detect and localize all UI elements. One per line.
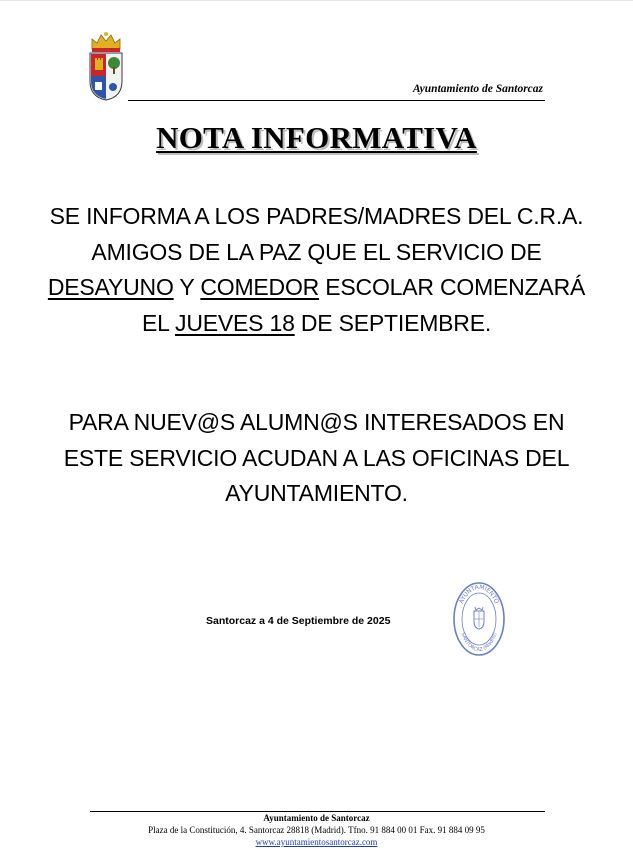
para1-text-3: ESCOLAR COMENZARÁ EL xyxy=(141,274,586,336)
highlight-date: JUEVES 18 xyxy=(175,309,295,336)
header-organization: Ayuntamiento de Santorcaz xyxy=(412,83,543,95)
title-text: NOTA INFORMATIVA xyxy=(156,120,477,155)
footer-organization: Ayuntamiento de Santorcaz xyxy=(263,813,370,823)
notice-paragraph-2: PARA NUEV@S ALUMN@S INTERESADOS EN ESTE SERVICIO ACUDAN A LAS OFICINAS DEL AYUNTAMIENTO. xyxy=(63,409,570,506)
footer xyxy=(0,812,633,848)
coat-of-arms-logo xyxy=(86,29,126,101)
para1-text-1: SE INFORMA A LOS PADRES/MADRES DEL C.R.A. AMIGOS DE LA PAZ QUE EL SERVICIO DE xyxy=(49,203,584,265)
notice-paragraph-1 xyxy=(40,199,593,341)
stamp-text-bottom: SANTORCAZ (Madrid) xyxy=(459,631,499,654)
official-stamp xyxy=(452,581,506,657)
footer-address: Plaza de la Constitución, 4. Santorcaz 28818 (Madrid). Tfno. 91 884 00 01 Fax. 91 884 09 95 xyxy=(148,825,485,835)
highlight-comedor: COMEDOR xyxy=(200,274,320,300)
footer-website-link[interactable]: www.ayuntamientosantorcaz.com xyxy=(255,837,378,847)
svg-text:AYUNTAMIENTO xyxy=(458,584,500,605)
highlight-desayuno: DESAYUNO xyxy=(47,274,174,300)
document-title xyxy=(0,120,633,156)
para1-text-2: Y xyxy=(173,274,201,300)
para1-text-4: DE SEPTIEMBRE. xyxy=(294,309,492,336)
stamp-text-top: AYUNTAMIENTO xyxy=(457,583,501,605)
date-line: Santorcaz a 4 de Septiembre de 2025 xyxy=(206,615,391,627)
header-divider xyxy=(128,100,545,101)
